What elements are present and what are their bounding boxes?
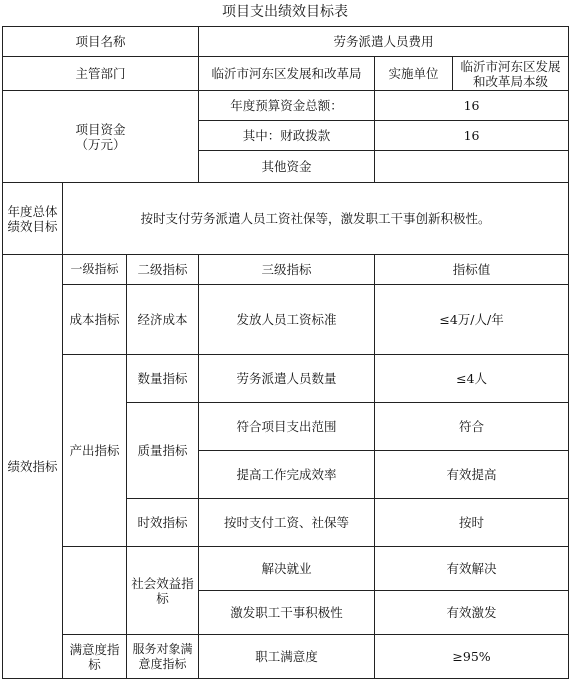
cost-level3: 发放人员工资标准 — [199, 285, 375, 355]
funds-fiscal-value: 16 — [375, 121, 569, 151]
satisfaction-level3: 职工满意度 — [199, 635, 375, 679]
output-quality-value-2: 有效提高 — [375, 451, 569, 499]
table-title: 项目支出绩效目标表 — [222, 4, 348, 20]
benefit-level3-2: 激发职工干事积极性 — [199, 591, 375, 635]
indicator-section-label: 绩效指标 — [3, 255, 63, 679]
funds-other-label: 其他资金 — [199, 151, 375, 183]
output-quality-value-1: 符合 — [375, 403, 569, 451]
impl-unit-label: 实施单位 — [375, 57, 453, 91]
department-label: 主管部门 — [3, 57, 199, 91]
performance-goal-table — [2, 26, 569, 679]
row-indicator-header — [3, 255, 569, 285]
benefit-value-1: 有效解决 — [375, 547, 569, 591]
funds-fiscal-label: 其中：财政拨款 — [199, 121, 375, 151]
annual-goal-text: 按时支付劳务派遣人员工资社保等，激发职工干事创新积极性。 — [63, 183, 569, 255]
output-quality-level3-2: 提高工作完成效率 — [199, 451, 375, 499]
output-quantity-value: ≤4人 — [375, 355, 569, 403]
header-level2: 二级指标 — [127, 255, 199, 285]
funds-label — [3, 91, 199, 183]
cost-value: ≤4万/人/年 — [375, 285, 569, 355]
header-level1: 一级指标 — [63, 255, 127, 285]
header-value: 指标值 — [375, 255, 569, 285]
benefit-level1 — [63, 547, 127, 635]
output-quantity-level3: 劳务派遣人员数量 — [199, 355, 375, 403]
satisfaction-value: ≥95% — [375, 635, 569, 679]
output-timeliness-value: 按时 — [375, 499, 569, 547]
row-satisfaction — [3, 635, 569, 679]
project-name-label: 项目名称 — [3, 27, 199, 57]
funds-total-value: 16 — [375, 91, 569, 121]
row-benefit-1 — [3, 547, 569, 591]
output-timeliness-level3: 按时支付工资、社保等 — [199, 499, 375, 547]
cost-level2: 经济成本 — [127, 285, 199, 355]
row-output-quantity — [3, 355, 569, 403]
department-value: 临沂市河东区发展和改革局 — [199, 57, 375, 91]
output-level1: 产出指标 — [63, 355, 127, 547]
funds-total-label: 年度预算资金总额： — [199, 91, 375, 121]
satisfaction-level2: 服务对象满意度指标 — [127, 635, 199, 679]
project-name-value: 劳务派遣人员费用 — [199, 27, 569, 57]
row-annual-goal — [3, 183, 569, 255]
output-quality-level2: 质量指标 — [127, 403, 199, 499]
satisfaction-level1: 满意度指标 — [63, 635, 127, 679]
funds-label-line1: 项目资金 — [75, 121, 126, 137]
output-quality-level3-1: 符合项目支出范围 — [199, 403, 375, 451]
benefit-value-2: 有效激发 — [375, 591, 569, 635]
row-department — [3, 57, 569, 91]
benefit-level2: 社会效益指标 — [127, 547, 199, 635]
header-level3: 三级指标 — [199, 255, 375, 285]
funds-other-value — [375, 151, 569, 183]
output-quantity-level2: 数量指标 — [127, 355, 199, 403]
output-timeliness-level2: 时效指标 — [127, 499, 199, 547]
funds-label-line2: （万元） — [75, 136, 126, 152]
annual-goal-label: 年度总体绩效目标 — [3, 183, 63, 255]
row-cost — [3, 285, 569, 355]
benefit-level3-1: 解决就业 — [199, 547, 375, 591]
impl-unit-value: 临沂市河东区发展和改革局本级 — [453, 57, 569, 91]
row-funds-total — [3, 91, 569, 121]
row-project-name — [3, 27, 569, 57]
cost-level1: 成本指标 — [63, 285, 127, 355]
